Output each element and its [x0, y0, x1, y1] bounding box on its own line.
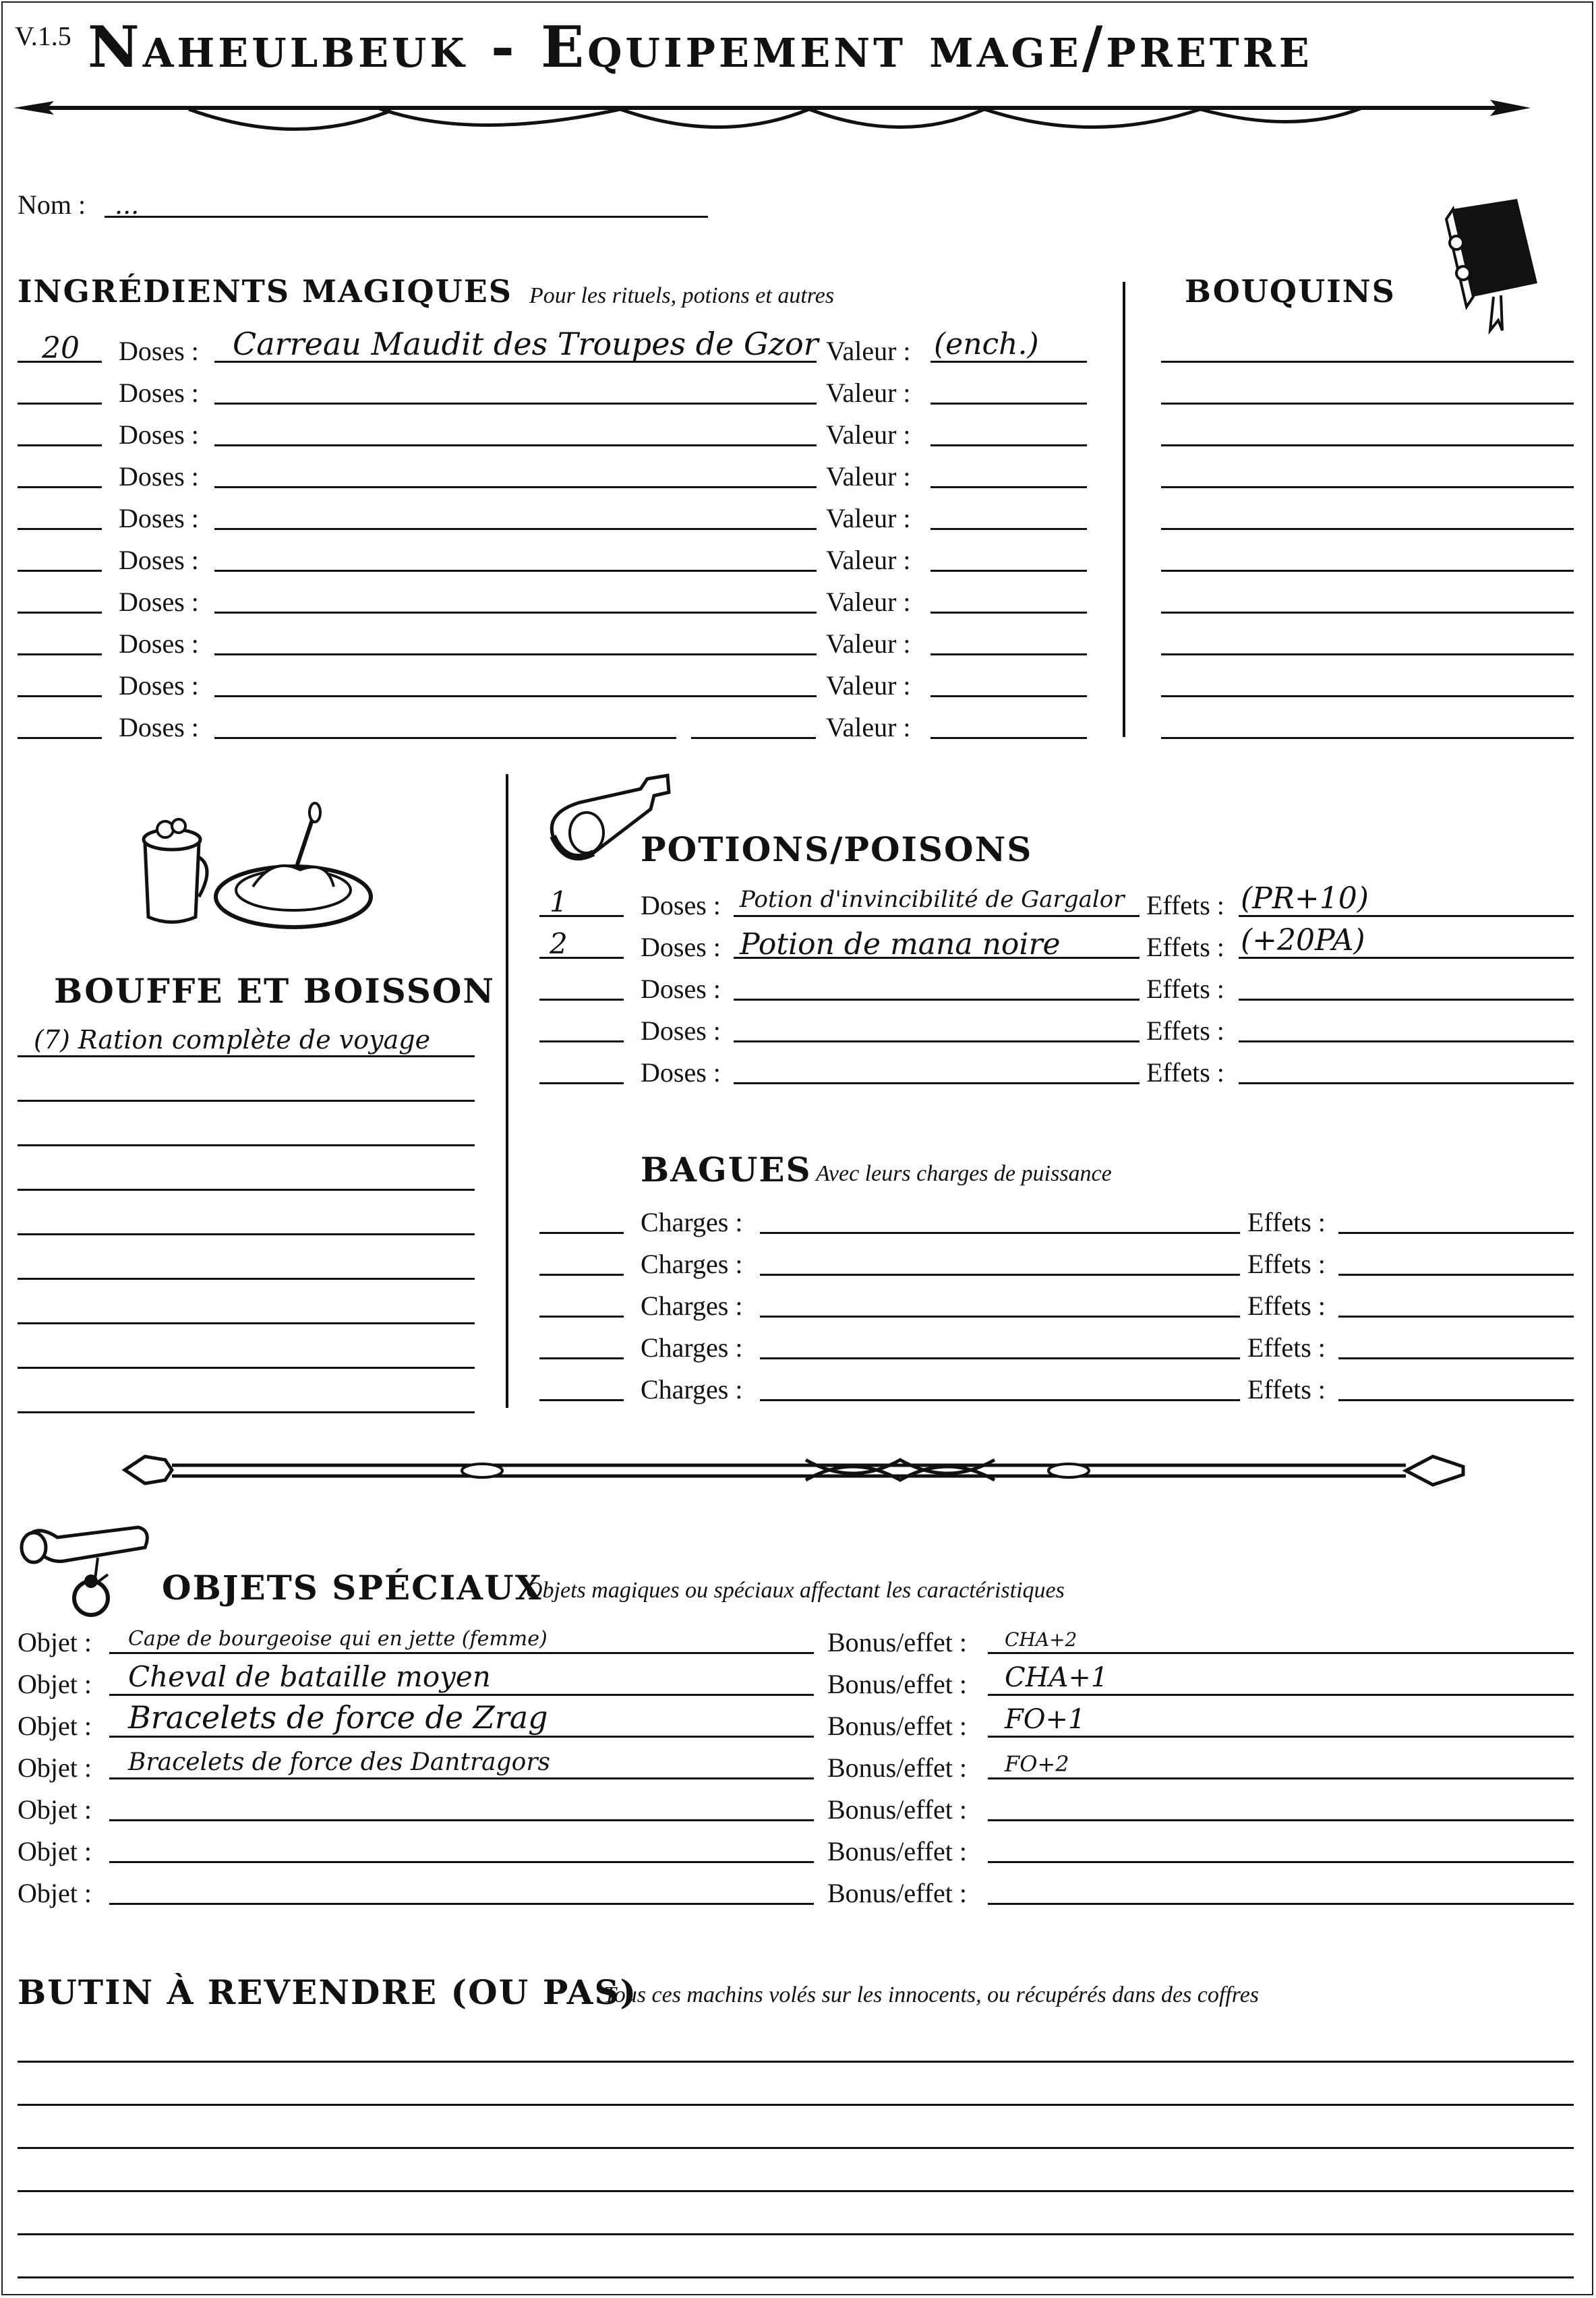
bague-qty-line[interactable] — [539, 1232, 624, 1234]
objet-label: Objet : — [18, 1752, 92, 1783]
valeur-label: Valeur : — [826, 628, 911, 659]
bonus-line — [988, 1736, 1574, 1738]
bonus-label: Bonus/effet : — [827, 1878, 968, 1908]
potion-qty-field[interactable]: 2 — [550, 927, 568, 960]
charges-label: Charges : — [641, 1291, 743, 1321]
dose-qty-line — [18, 695, 102, 697]
bague-line[interactable] — [760, 1316, 1240, 1318]
doses-label: Doses : — [641, 1057, 721, 1088]
bouquin-line[interactable] — [1161, 528, 1574, 530]
bouffe-line — [18, 1278, 475, 1280]
nom-line — [105, 216, 708, 218]
bague-effet-line[interactable] — [1338, 1357, 1574, 1359]
charges-label: Charges : — [641, 1249, 743, 1279]
bague-qty-line[interactable] — [539, 1357, 624, 1359]
valeur-label: Valeur : — [826, 461, 911, 492]
valeur-line — [930, 653, 1087, 655]
bonus-line — [988, 1819, 1574, 1821]
potion-effet-line — [1239, 1040, 1574, 1042]
ingredient-line — [214, 737, 676, 739]
column-divider — [1123, 282, 1125, 737]
ingredient-line — [214, 444, 817, 446]
valeur-field[interactable]: (ench.) — [934, 327, 1039, 361]
bague-effet-line[interactable] — [1338, 1316, 1574, 1318]
potion-line — [734, 999, 1140, 1001]
valeur-label: Valeur : — [826, 670, 911, 701]
dose-qty-field[interactable]: 20 — [42, 331, 80, 365]
bonus-field[interactable]: FO+2 — [1005, 1751, 1069, 1777]
effets-label: Effets : — [1146, 974, 1224, 1004]
ingredient-line — [214, 528, 817, 530]
ingredient-line — [214, 570, 817, 572]
potion-line — [734, 1040, 1140, 1042]
bouffe-line — [18, 1055, 475, 1057]
spear-divider-icon — [13, 88, 1531, 148]
bonus-field[interactable]: CHA+2 — [1005, 1628, 1077, 1651]
potion-qty-line — [539, 1040, 624, 1042]
objet-label: Objet : — [18, 1627, 92, 1657]
doses-label: Doses : — [119, 545, 199, 575]
valeur-label: Valeur : — [826, 419, 911, 450]
potion-effet-field[interactable]: (PR+10) — [1241, 881, 1369, 916]
bouquin-line[interactable] — [1161, 361, 1574, 363]
book-icon — [1436, 196, 1544, 337]
ingredient-line — [214, 695, 817, 697]
potion-effet-line — [1239, 1082, 1574, 1084]
butin-line[interactable] — [18, 2190, 1574, 2192]
objet-name-field[interactable]: Cheval de bataille moyen — [128, 1660, 491, 1693]
objet-line — [109, 1736, 814, 1738]
bouffe-line — [18, 1411, 475, 1413]
ingredient-line — [214, 486, 817, 488]
potion-name-field[interactable]: Potion de mana noire — [740, 927, 1061, 962]
bouquin-line[interactable] — [1161, 444, 1574, 446]
effets-label: Effets : — [1146, 1015, 1224, 1046]
objet-line — [109, 1819, 814, 1821]
charges-label: Charges : — [641, 1332, 743, 1363]
nom-label: Nom : — [18, 189, 86, 220]
objet-line — [109, 1694, 814, 1696]
dose-qty-line — [18, 486, 102, 488]
bague-qty-line[interactable] — [539, 1316, 624, 1318]
valeur-label: Valeur : — [826, 336, 911, 366]
valeur-line — [930, 570, 1087, 572]
objet-name-field[interactable]: Bracelets de force de Zrag — [128, 1699, 548, 1736]
objets-heading: OBJETS SPÉCIAUX — [162, 1568, 543, 1608]
bouffe-line — [18, 1144, 475, 1146]
bouffe-line — [18, 1189, 475, 1191]
bonus-field[interactable]: CHA+1 — [1005, 1662, 1109, 1693]
objet-line — [109, 1777, 814, 1779]
doses-label: Doses : — [119, 712, 199, 742]
potion-qty-line — [539, 999, 624, 1001]
valeur-line — [930, 737, 1087, 739]
doses-label: Doses : — [119, 419, 199, 450]
bouquin-line[interactable] — [1161, 695, 1574, 697]
bonus-label: Bonus/effet : — [827, 1669, 968, 1699]
doses-label: Doses : — [119, 336, 199, 366]
butin-heading: BUTIN À REVENDRE (OU PAS) — [18, 1972, 638, 2012]
bouquin-line[interactable] — [1161, 486, 1574, 488]
objet-name-field[interactable]: Cape de bourgeoise qui en jette (femme) — [128, 1627, 548, 1651]
objets-subtitle: Objets magiques ou spéciaux affectant les caractéristiques — [526, 1578, 1065, 1603]
ingredients-heading: INGRÉDIENTS MAGIQUES — [18, 273, 512, 310]
bonus-label: Bonus/effet : — [827, 1752, 968, 1783]
bonus-label: Bonus/effet : — [827, 1836, 968, 1866]
bonus-line — [988, 1777, 1574, 1779]
column-divider-2 — [506, 774, 508, 1408]
bague-line[interactable] — [760, 1232, 1240, 1234]
valeur-label: Valeur : — [826, 712, 911, 742]
bonus-line — [988, 1652, 1574, 1654]
doses-label: Doses : — [641, 1015, 721, 1046]
doses-label: Doses : — [641, 974, 721, 1004]
doses-label: Doses : — [119, 503, 199, 533]
potion-line — [734, 1082, 1140, 1084]
bague-effet-line[interactable] — [1338, 1274, 1574, 1276]
charges-label: Charges : — [641, 1207, 743, 1237]
bagues-subtitle: Avec leurs charges de puissance — [816, 1161, 1112, 1186]
version-label: V.1.5 — [15, 21, 71, 51]
bague-line[interactable] — [760, 1399, 1240, 1401]
objet-line — [109, 1903, 814, 1905]
staff-divider-icon — [125, 1446, 1463, 1494]
bonus-line — [988, 1861, 1574, 1863]
dose-qty-line — [18, 570, 102, 572]
objet-label: Objet : — [18, 1836, 92, 1866]
ingredients-subtitle: Pour les rituels, potions et autres — [529, 283, 835, 308]
potion-effet-line — [1239, 999, 1574, 1001]
ingredient-line — [214, 403, 817, 405]
doses-label: Doses : — [119, 628, 199, 659]
dose-qty-line — [18, 403, 102, 405]
doses-label: Doses : — [119, 378, 199, 408]
bouffe-line — [18, 1100, 475, 1102]
ingredient-line-2 — [691, 737, 816, 739]
potion-qty-field[interactable]: 1 — [550, 885, 568, 918]
valeur-line — [930, 444, 1087, 446]
potion-effet-field[interactable]: (+20PA) — [1241, 923, 1365, 958]
ingredient-name-field[interactable]: Carreau Maudit des Troupes de Gzor — [233, 326, 819, 362]
page-title: Naheulbeuk - Equipement mage/pretre — [88, 13, 1313, 80]
objet-line — [109, 1861, 814, 1863]
bague-qty-line[interactable] — [539, 1274, 624, 1276]
bonus-label: Bonus/effet : — [827, 1627, 968, 1657]
bague-effet-line[interactable] — [1338, 1232, 1574, 1234]
bagues-heading: BAGUES — [641, 1150, 812, 1189]
ingredient-line — [214, 653, 817, 655]
valeur-label: Valeur : — [826, 503, 911, 533]
valeur-line — [930, 695, 1087, 697]
food-icon — [138, 802, 374, 937]
objet-label: Objet : — [18, 1878, 92, 1908]
bouffe-heading: BOUFFE ET BOISSON — [54, 971, 496, 1011]
doses-label: Doses : — [119, 587, 199, 617]
valeur-line — [930, 403, 1087, 405]
nom-field[interactable]: ... — [115, 190, 140, 220]
butin-line[interactable] — [18, 2061, 1574, 2063]
bague-effet-line[interactable] — [1338, 1399, 1574, 1401]
bouffe-line — [18, 1233, 475, 1235]
bonus-label: Bonus/effet : — [827, 1794, 968, 1825]
valeur-line — [930, 528, 1087, 530]
bouffe-line — [18, 1367, 475, 1369]
effets-label: Effets : — [1146, 890, 1224, 920]
bague-line[interactable] — [760, 1274, 1240, 1276]
effets-label: Effets : — [1247, 1249, 1326, 1279]
bouffe-line — [18, 1322, 475, 1324]
bouquin-line[interactable] — [1161, 737, 1574, 739]
effets-label: Effets : — [1247, 1291, 1326, 1321]
objet-name-field[interactable]: Bracelets de force des Dantragors — [128, 1748, 551, 1776]
effets-label: Effets : — [1146, 1057, 1224, 1088]
potion-line — [734, 915, 1140, 917]
butin-subtitle: Tous ces machins volés sur les innocents, ou récupérés dans des coffres — [603, 1982, 1260, 2007]
valeur-label: Valeur : — [826, 545, 911, 575]
objet-label: Objet : — [18, 1711, 92, 1741]
bouquin-line[interactable] — [1161, 403, 1574, 405]
valeur-label: Valeur : — [826, 378, 911, 408]
bouquin-line[interactable] — [1161, 570, 1574, 572]
butin-line[interactable] — [18, 2147, 1574, 2149]
bouquin-line[interactable] — [1161, 653, 1574, 655]
valeur-line — [930, 486, 1087, 488]
ingredient-line — [214, 612, 817, 614]
bonus-field[interactable]: FO+1 — [1005, 1704, 1086, 1735]
bouffe-item-field[interactable]: (7) Ration complète de voyage — [34, 1025, 431, 1055]
bouquins-heading: BOUQUINS — [1185, 273, 1396, 310]
effets-label: Effets : — [1247, 1332, 1326, 1363]
doses-label: Doses : — [641, 932, 721, 962]
doses-label: Doses : — [641, 890, 721, 920]
bouquin-line[interactable] — [1161, 612, 1574, 614]
bonus-label: Bonus/effet : — [827, 1711, 968, 1741]
valeur-line — [930, 612, 1087, 614]
objet-label: Objet : — [18, 1669, 92, 1699]
valeur-label: Valeur : — [826, 587, 911, 617]
scroll-ring-icon — [17, 1510, 158, 1618]
bonus-line — [988, 1903, 1574, 1905]
dose-qty-line — [18, 653, 102, 655]
objet-label: Objet : — [18, 1794, 92, 1825]
effets-label: Effets : — [1247, 1207, 1326, 1237]
bague-qty-line[interactable] — [539, 1399, 624, 1401]
butin-line[interactable] — [18, 2104, 1574, 2106]
potion-name-field[interactable]: Potion d'invincibilité de Gargalor — [740, 886, 1125, 913]
bague-line[interactable] — [760, 1357, 1240, 1359]
dose-qty-line — [18, 612, 102, 614]
bonus-line — [988, 1694, 1574, 1696]
potion-qty-line — [539, 1082, 624, 1084]
doses-label: Doses : — [119, 670, 199, 701]
effets-label: Effets : — [1247, 1374, 1326, 1405]
butin-line[interactable] — [18, 2233, 1574, 2235]
effets-label: Effets : — [1146, 932, 1224, 962]
dose-qty-line — [18, 444, 102, 446]
doses-label: Doses : — [119, 461, 199, 492]
dose-qty-line — [18, 528, 102, 530]
potions-heading: POTIONS/POISONS — [641, 829, 1033, 869]
butin-line[interactable] — [18, 2276, 1574, 2278]
objet-line — [109, 1652, 814, 1654]
charges-label: Charges : — [641, 1374, 743, 1405]
dose-qty-line — [18, 737, 102, 739]
